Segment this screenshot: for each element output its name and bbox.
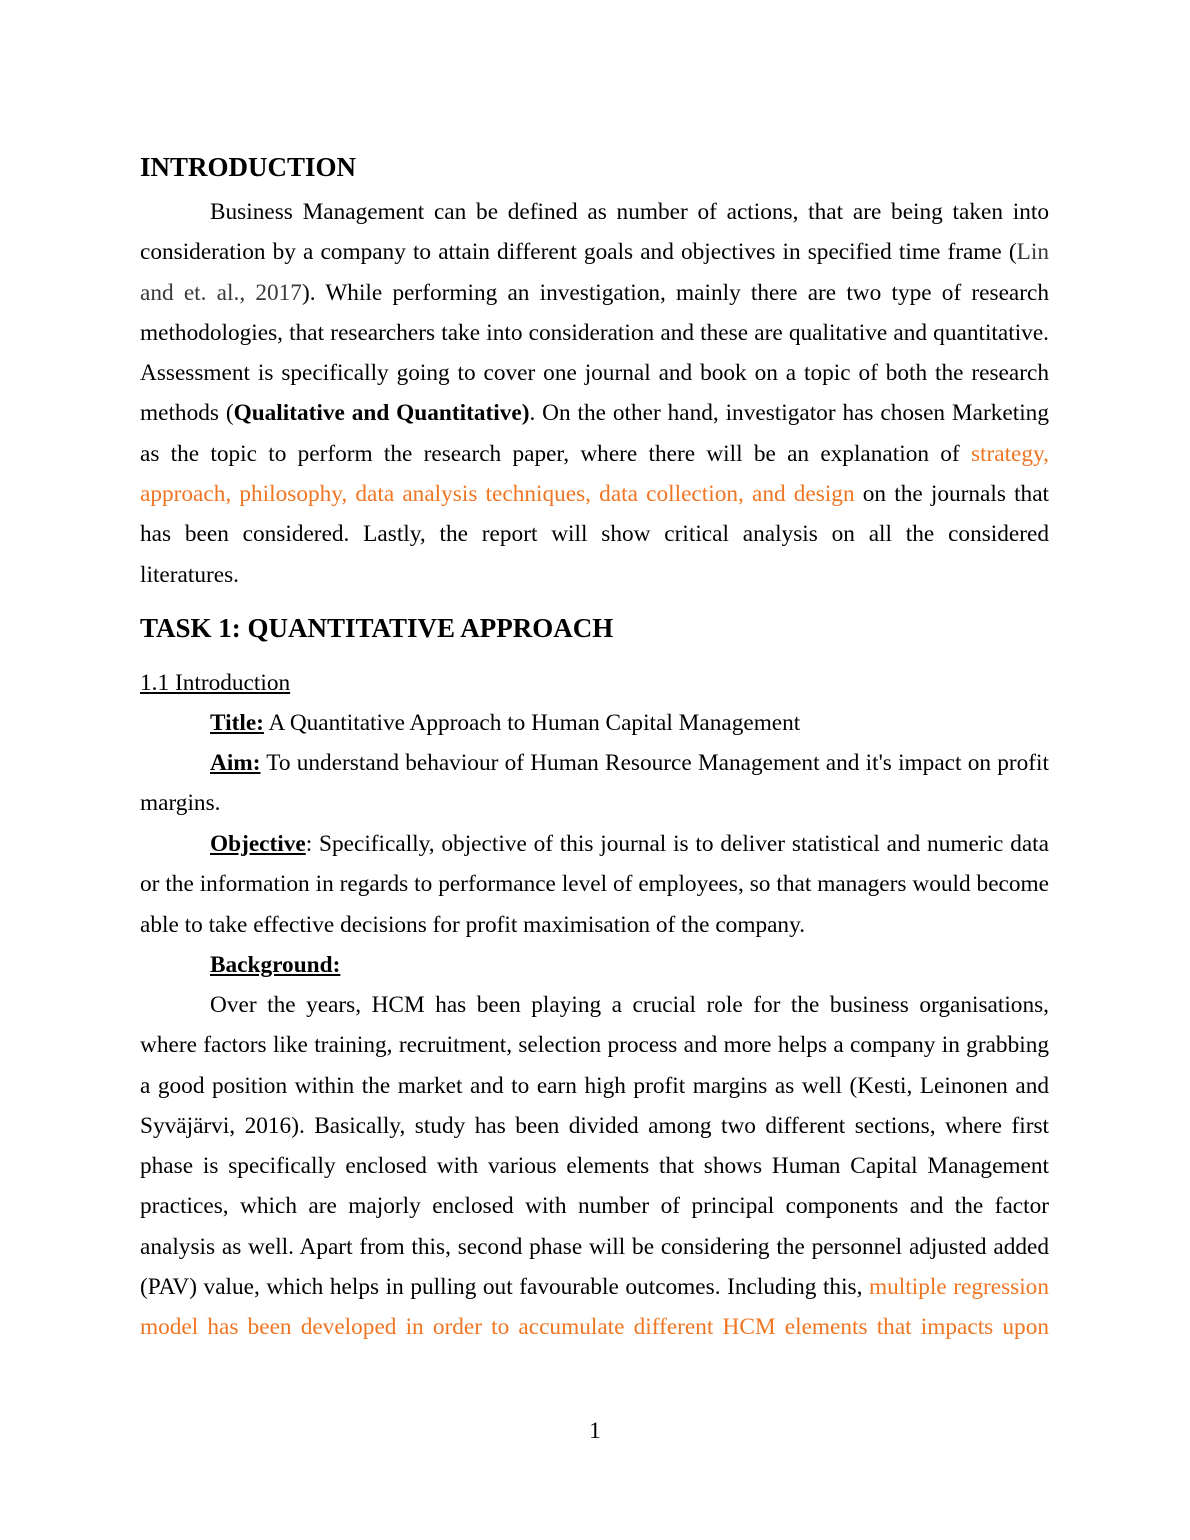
objective-paragraph [140, 824, 1049, 945]
title-line [140, 703, 1049, 743]
intro-text-3: . On the other hand, investigator has chosen Marketing as the topic to perform the research paper, where there will be an explanation of [140, 400, 1049, 467]
subheading-introduction [140, 663, 1049, 703]
background-highlight: multiple regression model has been developed in order to accumulate different HCM elements that impacts upon [140, 1274, 1049, 1341]
aim-paragraph [140, 743, 1049, 824]
objective-text: : Specifically, objective of this journal is to deliver statistical and numeric data or the information in regards to performance level of employees, so that managers would become able to take effective decisions for profit maximisation of the company. [140, 831, 1049, 938]
citation: Lin and et. al., 2017 [140, 239, 1049, 306]
intro-text-1: Business Management can be defined as number of actions, that are being taken into consideration by a company to attain different goals and objectives in specified time frame ( [140, 199, 1049, 266]
title-label: Title: [210, 710, 264, 736]
objective-label: Objective [210, 831, 306, 857]
title-text: A Quantitative Approach to Human Capital Management [263, 710, 801, 736]
intro-bold-text: Qualitative and Quantitative) [233, 400, 530, 427]
aim-text: To understand behaviour of Human Resource Management and it's impact on profit margins. [140, 750, 1049, 817]
introduction-heading: INTRODUCTION [140, 152, 357, 182]
task1-heading: TASK 1: QUANTITATIVE APPROACH [140, 613, 614, 643]
subheading-text: 1.1 Introduction [140, 670, 291, 696]
intro-highlight: strategy, approach, philosophy, data analysis techniques, data collection, and design [140, 440, 1049, 508]
intro-text-2: ). While performing an investigation, mainly there are two type of research methodologies, that researchers take into consideration and these are qualitative and quantitative. Assessment is specifically going to cover one journal and book on a topic of both the research methods ( [140, 279, 1049, 427]
introduction-paragraph [140, 192, 1049, 595]
background-paragraph [140, 985, 1049, 1348]
intro-text-4: on the journals that has been considered. Lastly, the report will show critical analysis on all the considered literatures. [140, 481, 1050, 588]
background-text: Over the years, HCM has been playing a crucial role for the business organisations, where factors like training, recruitment, selection process and more helps a company in grabbing a good position within the market and to earn high profit margins as well (Kesti, Leinonen and Syväjärvi, 2016). Basically, study has been divided among two different sections, where first phase is specifically enclosed with various elements that shows Human Capital Management practices, which are majorly enclosed with number of principal components and the factor analysis as well. Apart from this, second phase will be considering the personnel adjusted added (PAV) value, which helps in pulling out favourable outcomes. Including this, [140, 992, 1049, 1301]
aim-label: Aim: [210, 750, 261, 776]
background-label-line [140, 945, 1049, 985]
page-number: 1 [589, 1418, 601, 1444]
background-label: Background: [210, 952, 341, 978]
